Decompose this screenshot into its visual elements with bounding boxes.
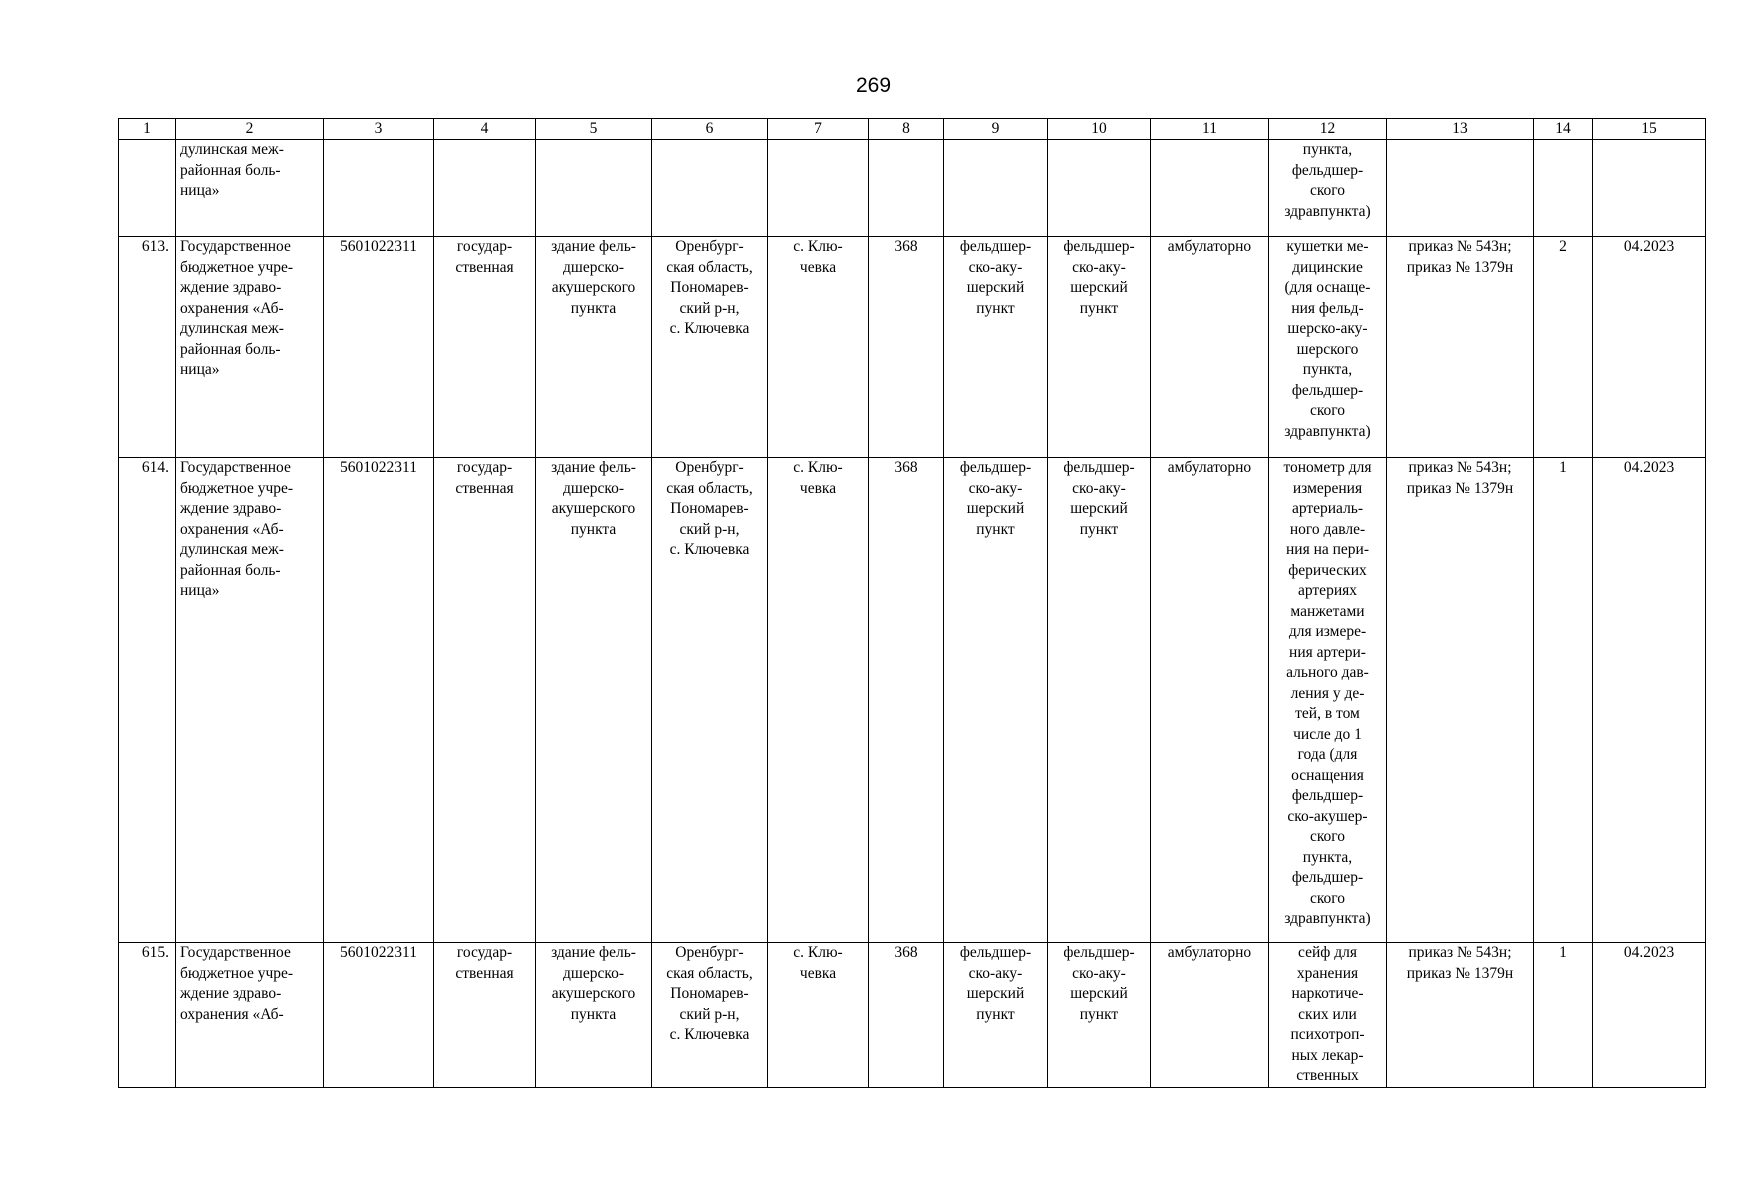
cell-organization: дулинская меж- районная боль- ница» xyxy=(176,140,324,237)
cell-building xyxy=(536,140,652,237)
cell-unit-name: фельдшер- ско-аку- шерский пункт xyxy=(1048,943,1151,1088)
column-header: 3 xyxy=(324,119,434,140)
table-row-continuation xyxy=(119,140,1706,237)
cell-care-form: амбулаторно xyxy=(1151,237,1269,458)
cell-building: здание фель- дшерско- акушерского пункта xyxy=(536,458,652,943)
column-header: 12 xyxy=(1269,119,1387,140)
cell-order: приказ № 543н; приказ № 1379н xyxy=(1387,237,1534,458)
cell-unit-name xyxy=(1048,140,1151,237)
cell-unit-type: фельдшер- ско-аку- шерский пункт xyxy=(944,237,1048,458)
cell-ownership: государ- ственная xyxy=(434,237,536,458)
cell-ownership: государ- ственная xyxy=(434,943,536,1088)
cell-building: здание фель- дшерско- акушерского пункта xyxy=(536,237,652,458)
column-header: 15 xyxy=(1593,119,1706,140)
cell-organization: Государственное бюджетное учре- ждение здраво- охранения «Аб- дулинская меж- районная боль- ница» xyxy=(176,458,324,943)
cell-quantity: 2 xyxy=(1534,237,1593,458)
cell-organization: Государственное бюджетное учре- ждение здраво- охранения «Аб- xyxy=(176,943,324,1088)
column-header: 5 xyxy=(536,119,652,140)
cell-population: 368 xyxy=(869,943,944,1088)
column-header: 6 xyxy=(652,119,768,140)
cell-unit-name: фельдшер- ско-аку- шерский пункт xyxy=(1048,458,1151,943)
cell-settlement xyxy=(768,140,869,237)
header-row xyxy=(119,119,1706,140)
cell-organization: Государственное бюджетное учре- ждение здраво- охранения «Аб- дулинская меж- районная боль- ница» xyxy=(176,237,324,458)
cell-date xyxy=(1593,140,1706,237)
cell-ownership xyxy=(434,140,536,237)
cell-settlement: с. Клю- чевка xyxy=(768,237,869,458)
page-number: 269 xyxy=(855,74,892,97)
cell-number: 615. xyxy=(119,943,176,1088)
column-header: 7 xyxy=(768,119,869,140)
cell-date: 04.2023 xyxy=(1593,237,1706,458)
cell-number: 614. xyxy=(119,458,176,943)
cell-quantity: 1 xyxy=(1534,943,1593,1088)
cell-building: здание фель- дшерско- акушерского пункта xyxy=(536,943,652,1088)
cell-inn: 5601022311 xyxy=(324,458,434,943)
cell-settlement: с. Клю- чевка xyxy=(768,943,869,1088)
cell-inn xyxy=(324,140,434,237)
cell-care-form: амбулаторно xyxy=(1151,458,1269,943)
cell-order: приказ № 543н; приказ № 1379н xyxy=(1387,458,1534,943)
cell-quantity: 1 xyxy=(1534,458,1593,943)
table-row xyxy=(119,458,1706,943)
cell-settlement: с. Клю- чевка xyxy=(768,458,869,943)
column-header: 1 xyxy=(119,119,176,140)
column-header: 10 xyxy=(1048,119,1151,140)
cell-equipment: пункта, фельдшер- ского здравпункта) xyxy=(1269,140,1387,237)
column-header: 14 xyxy=(1534,119,1593,140)
column-header: 9 xyxy=(944,119,1048,140)
cell-order: приказ № 543н; приказ № 1379н xyxy=(1387,943,1534,1088)
column-header: 2 xyxy=(176,119,324,140)
cell-order xyxy=(1387,140,1534,237)
cell-inn: 5601022311 xyxy=(324,237,434,458)
cell-equipment: сейф для хранения наркотиче- ских или психотроп- ных лекар- ственных xyxy=(1269,943,1387,1088)
cell-population xyxy=(869,140,944,237)
column-header: 8 xyxy=(869,119,944,140)
cell-date: 04.2023 xyxy=(1593,458,1706,943)
cell-population: 368 xyxy=(869,458,944,943)
column-header: 13 xyxy=(1387,119,1534,140)
cell-number: 613. xyxy=(119,237,176,458)
table-row xyxy=(119,943,1706,1088)
cell-unit-type xyxy=(944,140,1048,237)
cell-address: Оренбург- ская область, Пономарев- ский р-н, с. Ключевка xyxy=(652,943,768,1088)
cell-unit-name: фельдшер- ско-аку- шерский пункт xyxy=(1048,237,1151,458)
cell-care-form xyxy=(1151,140,1269,237)
table-row xyxy=(119,237,1706,458)
cell-equipment: тонометр для измерения артериаль- ного давле- ния на пери- ферических артериях манжетами для измере- ния артери- ального дав- ления у де- тей, в том числе до 1 года (для оснащения фельдшер- ско-акушер- ского пункта, фельдшер- ского здравпункта) xyxy=(1269,458,1387,943)
cell-address xyxy=(652,140,768,237)
cell-unit-type: фельдшер- ско-аку- шерский пункт xyxy=(944,943,1048,1088)
column-header: 11 xyxy=(1151,119,1269,140)
cell-date: 04.2023 xyxy=(1593,943,1706,1088)
cell-inn: 5601022311 xyxy=(324,943,434,1088)
column-header: 4 xyxy=(434,119,536,140)
cell-population: 368 xyxy=(869,237,944,458)
cell-quantity xyxy=(1534,140,1593,237)
cell-ownership: государ- ственная xyxy=(434,458,536,943)
cell-care-form: амбулаторно xyxy=(1151,943,1269,1088)
cell-equipment: кушетки ме- дицинские (для оснаще- ния фельд- шерско-аку- шерского пункта, фельдшер- ского здравпункта) xyxy=(1269,237,1387,458)
cell-unit-type: фельдшер- ско-аку- шерский пункт xyxy=(944,458,1048,943)
registry-table xyxy=(118,118,1706,1088)
cell-number xyxy=(119,140,176,237)
cell-address: Оренбург- ская область, Пономарев- ский р-н, с. Ключевка xyxy=(652,237,768,458)
cell-address: Оренбург- ская область, Пономарев- ский р-н, с. Ключевка xyxy=(652,458,768,943)
